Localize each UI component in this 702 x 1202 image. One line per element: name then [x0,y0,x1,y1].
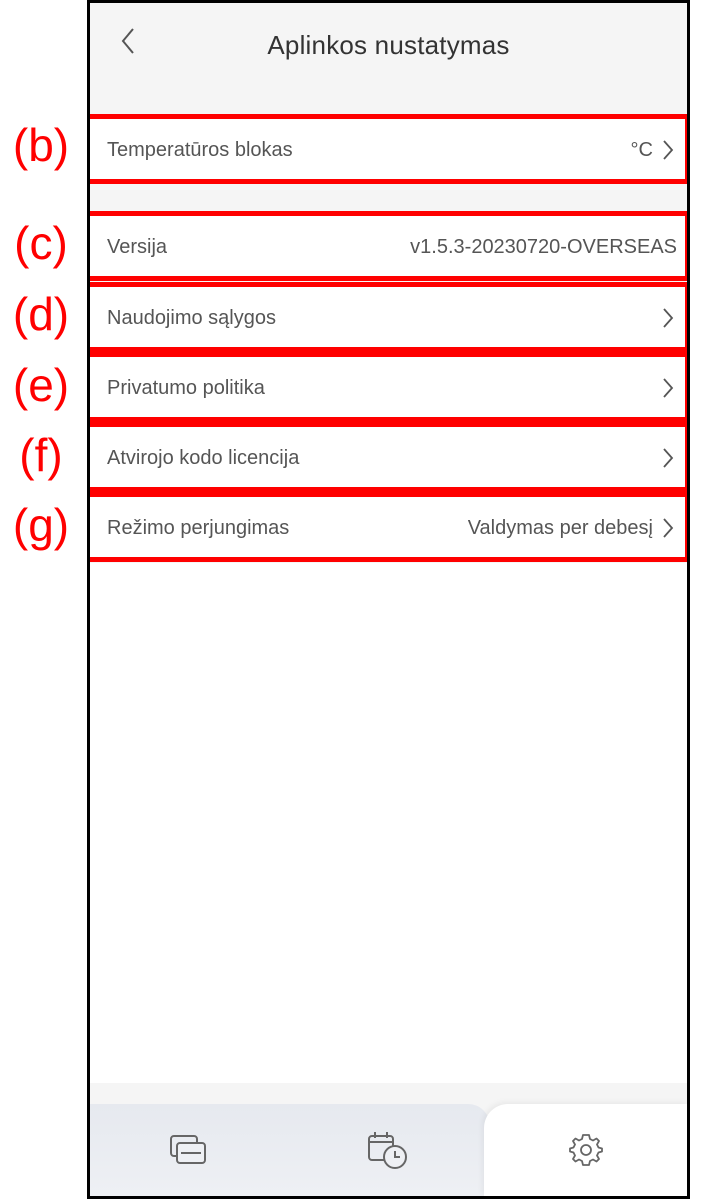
phone-screen [87,0,690,1199]
settings-row-terms-of-use[interactable] [87,287,690,349]
mode-switch-value: Valdymas per debesį [467,516,653,539]
settings-row-label: Privatumo politika [107,376,265,399]
annotation-label-c: (c) [14,217,68,269]
chevron-right-icon [659,517,677,539]
settings-row-label: Atvirojo kodo licencija [107,446,300,469]
settings-row-label: Režimo perjungimas [107,516,290,539]
settings-row-version [87,216,690,278]
version-value: v1.5.3-20230720-OVERSEAS [410,235,677,258]
settings-row-privacy-policy[interactable] [87,357,690,419]
settings-row-temperature-unit[interactable] [87,119,690,181]
settings-row-mode-switch[interactable] [87,497,690,559]
tab-schedule[interactable] [358,1128,418,1172]
chevron-right-icon [659,447,677,469]
gear-icon [568,1132,604,1168]
page-title: Aplinkos nustatymas [267,30,510,60]
tab-devices[interactable] [158,1128,218,1172]
settings-row-open-source-license[interactable] [87,427,690,489]
settings-row-label: Versija [107,235,168,258]
annotation-label-d: (d) [12,288,70,340]
temperature-unit-value: °C [630,138,653,161]
settings-row-label: Temperatūros blokas [107,138,293,161]
annotation-label-g: (g) [12,499,70,551]
bottom-tab-bar [90,1104,687,1196]
chevron-right-icon [659,139,677,161]
chevron-right-icon [659,307,677,329]
tab-settings[interactable] [556,1128,616,1172]
devices-icon [168,1133,208,1167]
chevron-right-icon [659,377,677,399]
content-area [90,563,687,1083]
app-header [90,3,687,91]
annotation-label-e: (e) [12,359,70,411]
settings-row-label: Naudojimo sąlygos [107,306,276,329]
annotation-label-b: (b) [12,119,70,171]
schedule-icon [366,1130,410,1170]
annotation-label-f: (f) [19,429,63,481]
tab-bar-background [90,1104,490,1196]
